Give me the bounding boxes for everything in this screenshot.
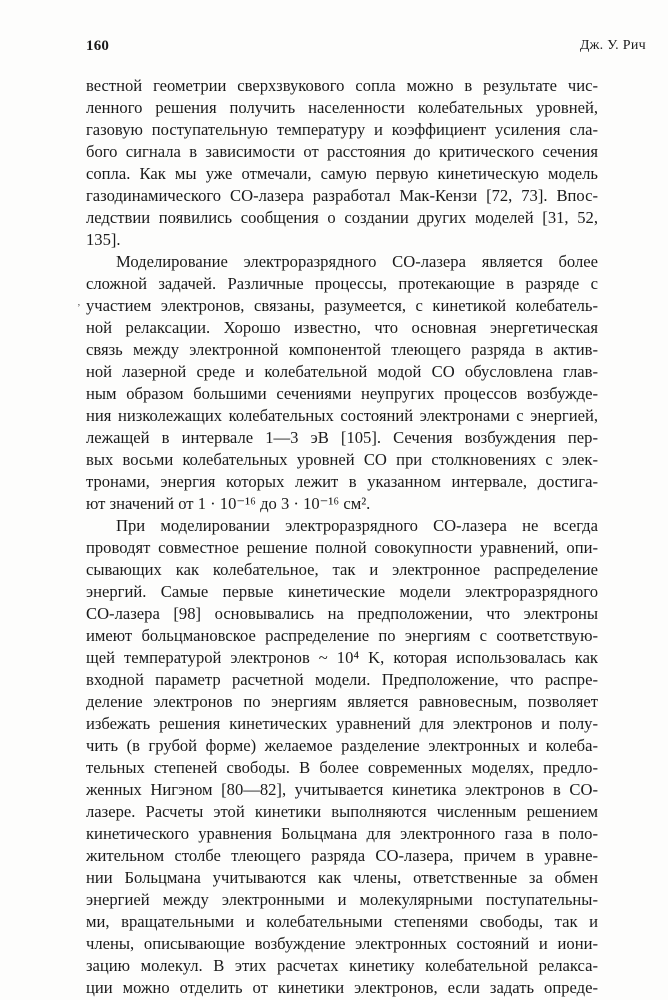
text-line: Моделирование электроразрядного CO-лазера является более: [116, 252, 598, 271]
body-text: [86, 75, 598, 999]
text-line: избежать решения кинетических уравнений для электронов и полу-: [86, 714, 598, 733]
text-line: чить (в грубой форме) желаемое разделение электронных и колеба-: [86, 736, 598, 755]
text-line: ции можно отделить от кинетики электронов, если задать опреде-: [86, 978, 598, 997]
text-line: лежащей в интервале 1—3 эВ [105]. Сечения возбуждения пер-: [86, 428, 598, 447]
text-line: сопла. Как мы уже отмечали, самую первую кинетическую модель: [86, 164, 598, 183]
page-number: 160: [86, 38, 110, 54]
text-line: жительном столбе тлеющего разряда CO-лазера, причем в уравне-: [86, 846, 598, 865]
running-head-author: Дж. У. Рич: [579, 38, 646, 53]
page-header: [86, 38, 646, 58]
text-line: ми, вращательными и колебательными степенями свободы, так и: [86, 912, 598, 931]
text-line: ленного решения получить населенности колебательных уровней,: [86, 98, 598, 117]
text-line: ния низколежащих колебательных состояний электронами с энергией,: [86, 406, 598, 425]
text-line: 135].: [86, 230, 121, 249]
text-line: проводят совместное решение полной совокупности уравнений, опи-: [86, 538, 598, 557]
text-line: зацию молекул. В этих расчетах кинетику колебательной релакса-: [86, 956, 598, 975]
text-line: сложной задачей. Различные процессы, протекающие в разряде с: [86, 274, 598, 293]
text-line: CO-лазера [98] основывались на предположении, что электроны: [86, 604, 598, 623]
text-line: участием электронов, связаны, разумеется, с кинетикой колебатель-: [86, 296, 598, 315]
text-line: вестной геометрии сверхзвукового сопла можно в результате чис-: [86, 76, 598, 95]
text-line: энергий. Самые первые кинетические модели электроразрядного: [86, 582, 598, 601]
text-line: лазере. Расчеты этой кинетики выполняются численным решением: [86, 802, 598, 821]
text-line: тронами, энергия которых лежит в указанном интервале, достига-: [86, 472, 598, 491]
text-line: вых восьми колебательных уровней CO при столкновениях с элек-: [86, 450, 598, 469]
text-line: нии Больцмана учитываются как члены, ответственные за обмен: [86, 868, 598, 887]
text-line: сывающих как колебательное, так и электронное распределение: [86, 560, 598, 579]
text-line: газодинамического CO-лазера разработал Мак-Кензи [72, 73]. Впос-: [86, 186, 598, 205]
margin-mark: ‚: [77, 296, 81, 308]
text-line: имеют больцмановское распределение по энергиям с соответствую-: [86, 626, 598, 645]
text-line: При моделировании электроразрядного CO-лазера не всегда: [116, 516, 598, 535]
text-line: газовую поступательную температуру и коэффициент усиления сла-: [86, 120, 598, 139]
text-line: входной параметр расчетной модели. Предположение, что распре-: [86, 670, 598, 689]
text-line: бого сигнала в зависимости от расстояния до критического сечения: [86, 142, 598, 161]
text-line: ной лазерной среде и колебательной модой CO обусловлена глав-: [86, 362, 598, 381]
text-line: члены, описывающие возбуждение электронных состояний и иони-: [86, 934, 598, 953]
text-line: энергией между электронными и молекулярными поступательны-: [86, 890, 598, 909]
text-line: связь между электронной компонентой тлеющего разряда в актив-: [86, 340, 598, 359]
text-line: кинетического уравнения Больцмана для электронного газа в поло-: [86, 824, 598, 843]
text-line: ной релаксации. Хорошо известно, что основная энергетическая: [86, 318, 598, 337]
text-line: деление электронов по энергиям является равновесным, позволяет: [86, 692, 598, 711]
text-line: тельных степеней свободы. В более современных моделях, предло-: [86, 758, 598, 777]
text-line: ледствии появились сообщения о создании других моделей [31, 52,: [86, 208, 598, 227]
text-line: ют значений от 1 · 10⁻¹⁶ до 3 · 10⁻¹⁶ см².: [86, 494, 371, 513]
text-line: щей температурой электронов ~ 10⁴ K, которая использовалась как: [86, 648, 598, 667]
text-line: ным образом большими сечениями неупругих процессов возбужде-: [86, 384, 598, 403]
text-line: женных Нигэном [80—82], учитывается кинетика электронов в CO-: [86, 780, 598, 799]
